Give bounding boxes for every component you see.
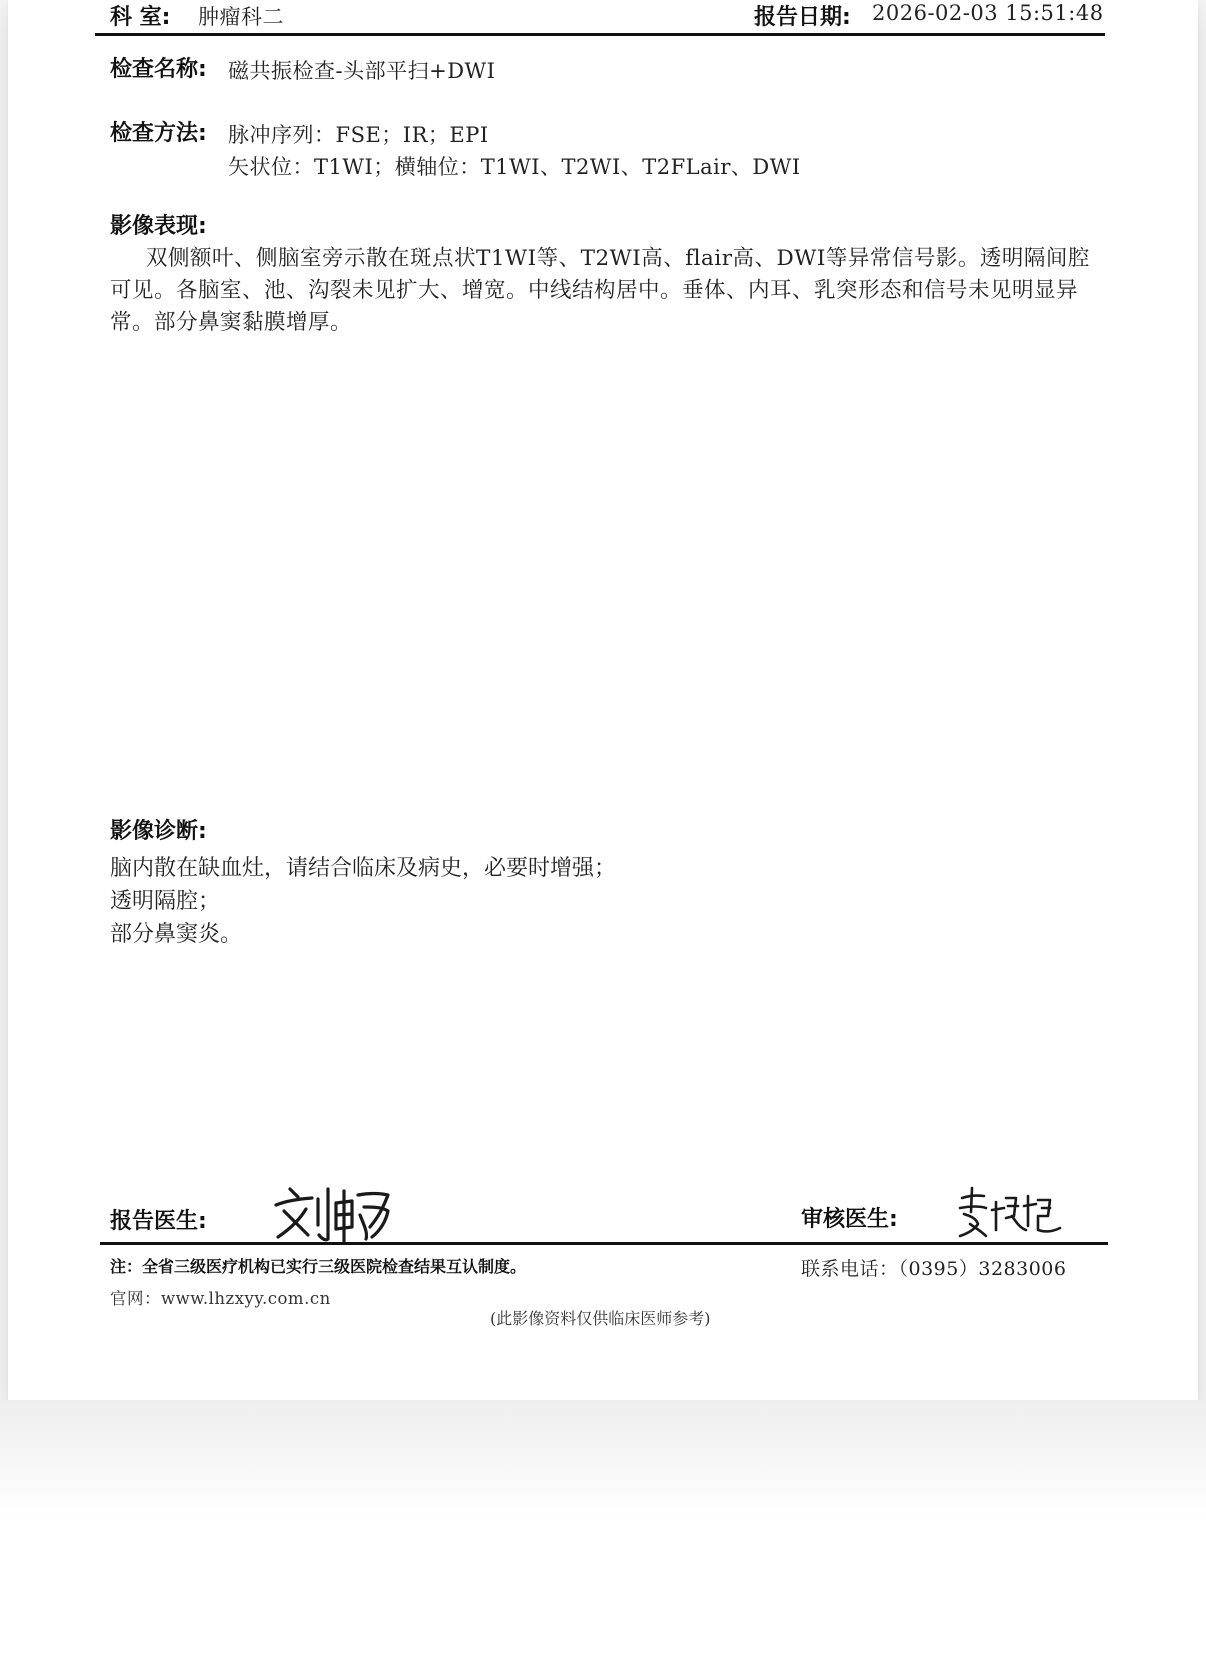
review-doctor-label: 审核医生:: [801, 1207, 898, 1232]
diagnosis-label: 影像诊断:: [110, 819, 207, 844]
report-doctor-label: 报告医生:: [110, 1209, 207, 1234]
report-date-label: 报告日期:: [754, 5, 851, 30]
viewer-background: [0, 1400, 1206, 1665]
exam-method-line2: 矢状位：T1WI；横轴位：T1WI、T2WI、T2FLair、DWI: [228, 155, 801, 179]
review-doctor-signature: [956, 1186, 1068, 1242]
reference-disclaimer: (此影像资料仅供临床医师参考): [490, 1309, 711, 1328]
exam-method-label: 检查方法:: [110, 121, 207, 146]
header-divider: [95, 33, 1105, 36]
contact-phone: 联系电话：（0395）3283006: [801, 1258, 1067, 1280]
findings-text: 双侧额叶、侧脑室旁示散在斑点状T1WI等、T2WI高、flair高、DWI等异常信号影。透明隔间腔可见。各脑室、池、沟裂未见扩大、增宽。中线结构居中。垂体、内耳、乳突形态和信号未见明显异常。部分鼻窦黏膜增厚。: [110, 246, 1090, 335]
exam-name-value: 磁共振检查-头部平扫+DWI: [228, 59, 496, 83]
hospital-website[interactable]: 官网：www.lhzxyy.com.cn: [110, 1289, 331, 1308]
report-doctor-signature: [272, 1185, 397, 1243]
diagnosis-line: 透明隔腔；: [110, 889, 221, 914]
exam-name-label: 检查名称:: [110, 57, 207, 82]
diagnosis-line: 部分鼻窦炎。: [110, 922, 243, 947]
exam-method-line1: 脉冲序列：FSE；IR；EPI: [228, 123, 489, 147]
department-value: 肿瘤科二: [198, 5, 284, 29]
findings-label: 影像表现:: [110, 214, 207, 239]
report-date-value: 2026-02-03 15:51:48: [872, 1, 1104, 25]
footer-divider: [100, 1242, 1108, 1245]
department-label: 科 室:: [110, 5, 171, 30]
mutual-recognition-note: 注：全省三级医疗机构已实行三级医院检查结果互认制度。: [110, 1257, 527, 1276]
diagnosis-line: 脑内散在缺血灶，请结合临床及病史，必要时增强；: [110, 856, 617, 881]
